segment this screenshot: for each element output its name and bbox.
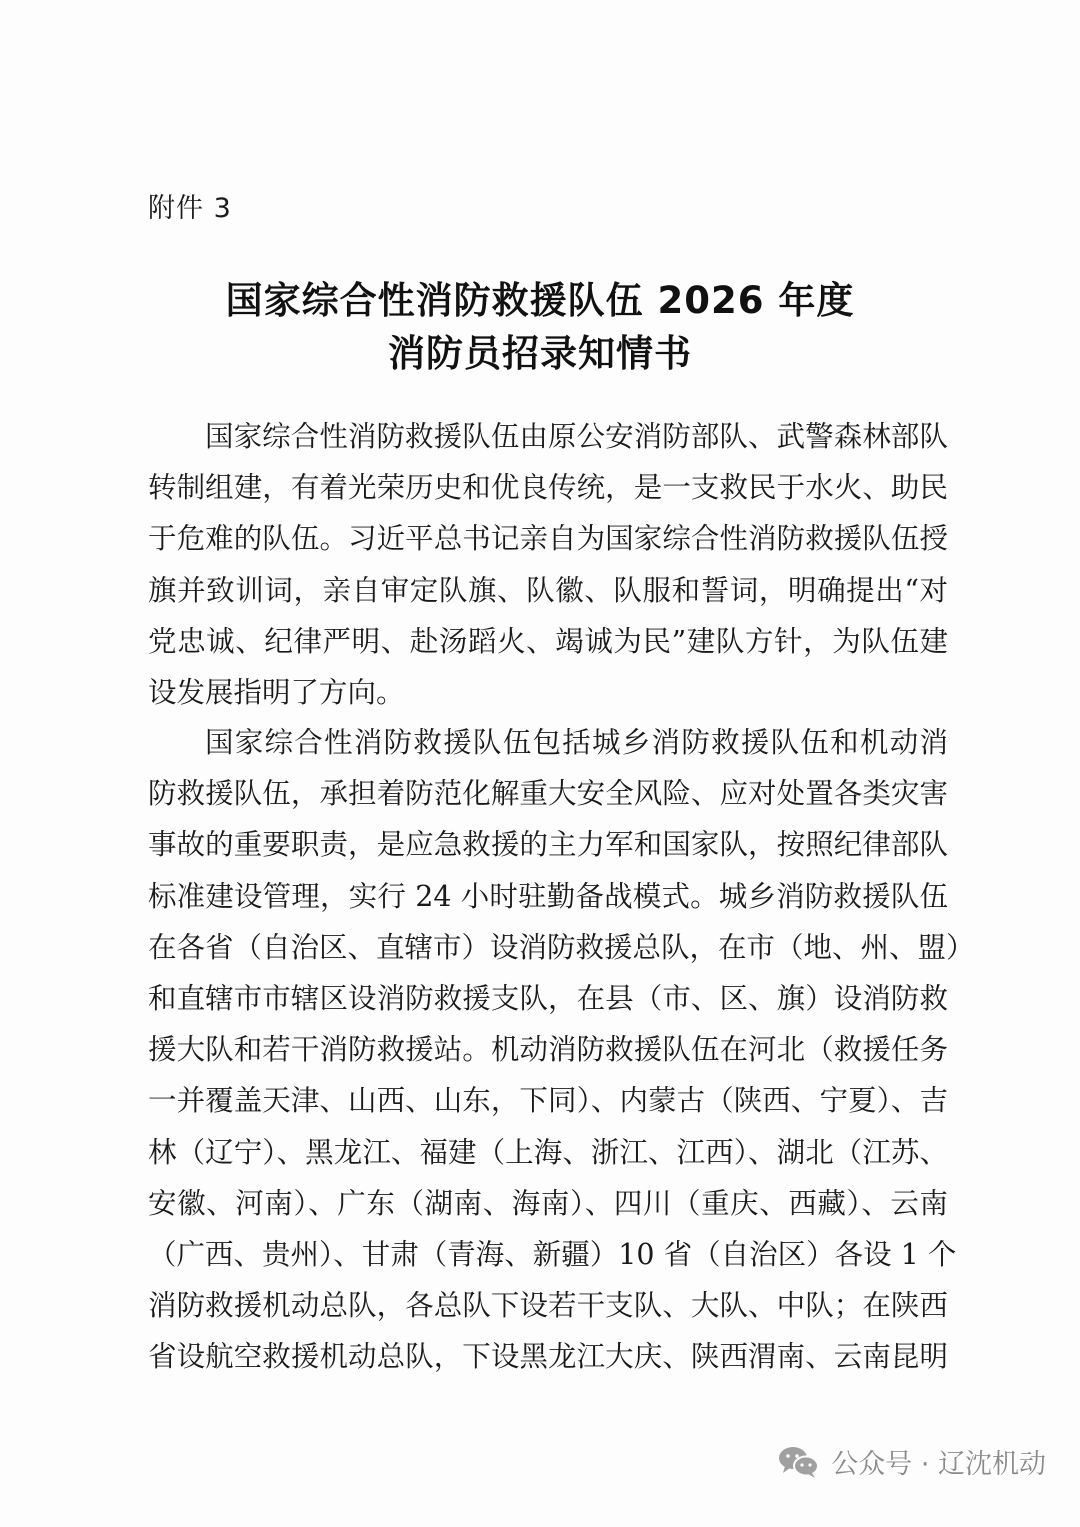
paragraph-line: 防救援队伍，承担着防范化解重大安全风险、应对处置各类灾害 — [148, 777, 948, 811]
watermark — [777, 1442, 1046, 1481]
paragraph-line: 于危难的队伍。习近平总书记亲自为国家综合性消防救援队伍授 — [148, 522, 948, 556]
attachment-label: 附件 3 — [148, 193, 232, 224]
paragraph-line: （广西、贵州）、甘肃（青海、新疆）10 省（自治区）各设 1 个 — [148, 1237, 957, 1271]
paragraph-line: 标准建设管理，实行 24 小时驻勤备战模式。城乡消防救援队伍 — [148, 879, 948, 913]
paragraph-line: 一并覆盖天津、山西、山东，下同）、内蒙古（陕西、宁夏）、吉 — [148, 1084, 948, 1118]
document-title-line2: 消防员招录知情书 — [388, 332, 692, 375]
paragraph-line: 国家综合性消防救援队伍包括城乡消防救援队伍和机动消 — [205, 726, 948, 759]
paragraph-line: 在各省（自治区、直辖市）设消防救援总队，在市（地、州、盟） — [148, 930, 975, 964]
paragraph-line: 林（辽宁）、黑龙江、福建（上海、浙江、江西）、湖北（江苏、 — [148, 1135, 948, 1169]
paragraph-1 — [148, 411, 948, 718]
paragraph-line: 设发展指明了方向。 — [148, 675, 405, 709]
paragraph-line: 和直辖市市辖区设消防救援支队，在县（市、区、旗）设消防救 — [148, 981, 948, 1015]
paragraph-line: 党忠诚、纪律严明、赴汤蹈火、竭诚为民”建队方针，为队伍建 — [148, 624, 948, 658]
paragraph-line: 事故的重要职责，是应急救援的主力军和国家队，按照纪律部队 — [148, 828, 948, 862]
paragraph-line: 安徽、河南）、广东（湖南、海南）、四川（重庆、西藏）、云南 — [148, 1186, 948, 1220]
document-title-line1: 国家综合性消防救援队伍 2026 年度 — [225, 279, 855, 322]
wechat-icon — [777, 1444, 821, 1480]
paragraph-line: 国家综合性消防救援队伍由原公安消防部队、武警森林部队 — [205, 420, 948, 453]
paragraph-2 — [148, 717, 975, 1382]
paragraph-line: 省设航空救援机动总队，下设黑龙江大庆、陕西渭南、云南昆明 — [148, 1340, 948, 1374]
paragraph-line: 旗并致训词，亲自审定队旗、队徽、队服和誓词，明确提出“对 — [148, 573, 948, 607]
watermark-text: 公众号 · 辽沈机动 — [831, 1449, 1046, 1480]
paragraph-line: 消防救援机动总队，各总队下设若干支队、大队、中队；在陕西 — [148, 1289, 948, 1323]
paragraph-line: 转制组建，有着光荣历史和优良传统，是一支救民于水火、助民 — [148, 471, 948, 505]
paragraph-line: 援大队和若干消防救援站。机动消防救援队伍在河北（救援任务 — [148, 1033, 948, 1067]
